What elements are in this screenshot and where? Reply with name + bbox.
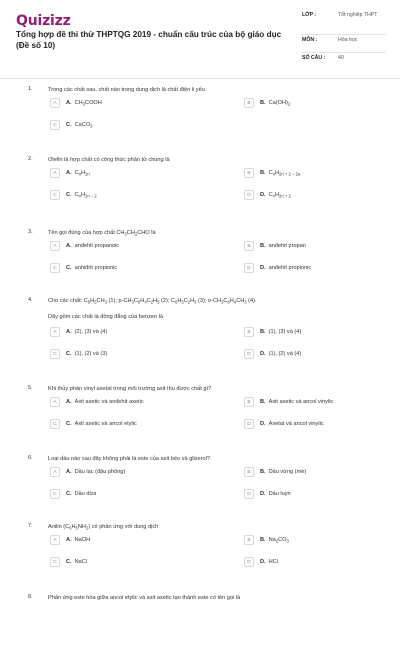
- option-label: B.: [260, 243, 266, 249]
- question-item: [28, 594, 400, 664]
- option-text: Dầu dừa: [74, 491, 97, 497]
- answer-option-a[interactable]: [50, 167, 90, 179]
- meta-row-class: [302, 12, 386, 35]
- option-text: NaCl: [74, 559, 88, 565]
- answer-option-d[interactable]: [244, 348, 301, 360]
- question-number: 1.: [28, 86, 33, 92]
- answer-option-a[interactable]: [50, 326, 107, 338]
- option-letter-box: D: [244, 419, 254, 429]
- option-label: C.: [66, 491, 72, 497]
- answer-option-a[interactable]: [50, 97, 102, 109]
- option-letter-box: A: [50, 397, 60, 407]
- meta-label: SỐ CÂU :: [302, 55, 326, 61]
- worksheet-meta: [302, 12, 386, 69]
- answer-option-a[interactable]: [50, 534, 90, 546]
- option-label: B.: [260, 399, 266, 405]
- meta-value: 40: [338, 55, 344, 61]
- answer-option-c[interactable]: [50, 488, 96, 500]
- option-label: A.: [66, 170, 72, 176]
- answer-option-d[interactable]: [244, 262, 311, 274]
- option-text: (1), (2) và (3): [74, 351, 108, 357]
- option-text: $C_nH_{2n}$: [74, 169, 90, 177]
- option-text: $C_nH_{2n + 2 - 2a}$: [268, 169, 301, 177]
- question-text: Trong các chất sau, chất nào trong dung dịch là chất điện li yếu: [48, 87, 205, 93]
- question-number: 5.: [28, 385, 33, 391]
- option-letter-box: B: [244, 168, 254, 178]
- question-item: [28, 455, 400, 525]
- worksheet-title: Tổng hợp đề thi thử THPTQG 2019 - chuẩn cấu trúc của bộ giáo dục (Đề số 10): [16, 30, 282, 50]
- meta-label: MÔN :: [302, 37, 318, 43]
- option-letter-box: C: [50, 557, 60, 567]
- meta-row-subject: [302, 35, 386, 53]
- option-text: anđehit propan: [268, 243, 306, 249]
- question-item: [28, 229, 400, 299]
- question-number: 7.: [28, 523, 33, 529]
- option-label: C.: [66, 559, 72, 565]
- option-label: C.: [66, 421, 72, 427]
- question-text: Phản ứng este hóa giữa ancol etylic và axit axetic tạo thành este có tên gọi là: [48, 595, 241, 601]
- option-letter-box: A: [50, 467, 60, 477]
- answer-option-c[interactable]: [50, 262, 117, 274]
- option-text: anđehit propionic: [268, 265, 312, 271]
- option-letter-box: A: [50, 241, 60, 251]
- question-number: 2.: [28, 156, 33, 162]
- answer-option-b[interactable]: [244, 396, 333, 408]
- option-letter-box: D: [244, 263, 254, 273]
- option-letter-box: B: [244, 327, 254, 337]
- option-letter-box: C: [50, 263, 60, 273]
- question-number: 3.: [28, 229, 33, 235]
- option-label: D.: [260, 265, 266, 271]
- option-text: $CH_3COOH$: [74, 99, 102, 107]
- answer-option-d[interactable]: [244, 488, 291, 500]
- option-text: Dầu lạc (đậu phộng): [74, 469, 126, 475]
- option-label: D.: [260, 351, 266, 357]
- answer-option-c[interactable]: [50, 556, 87, 568]
- option-text: Axetat và ancol vinylic: [268, 421, 324, 427]
- option-text: (1), (3) và (4): [268, 329, 302, 335]
- option-letter-box: D: [244, 557, 254, 567]
- option-text: $Ca(OH)_2$: [268, 99, 291, 107]
- option-letter-box: D: [244, 190, 254, 200]
- option-text: (1), (2) và (4): [268, 351, 302, 357]
- answer-option-b[interactable]: [244, 97, 290, 109]
- option-label: C.: [66, 351, 72, 357]
- option-letter-box: C: [50, 419, 60, 429]
- option-letter-box: A: [50, 168, 60, 178]
- option-label: B.: [260, 329, 266, 335]
- option-label: B.: [260, 100, 266, 106]
- question-item: [28, 523, 400, 593]
- option-letter-box: B: [244, 397, 254, 407]
- option-text: Axit axetic và anđehit axetic: [74, 399, 144, 405]
- option-letter-box: C: [50, 190, 60, 200]
- option-label: D.: [260, 491, 266, 497]
- option-label: C.: [66, 265, 72, 271]
- option-label: A.: [66, 329, 72, 335]
- option-letter-box: B: [244, 98, 254, 108]
- question-text: Anilin $(C_6H_5NH_2)$ có phản ứng với dung dịch: [48, 524, 159, 531]
- option-letter-box: D: [244, 489, 254, 499]
- option-label: D.: [260, 421, 266, 427]
- option-text: Dầu luyn: [268, 491, 291, 497]
- option-label: D.: [260, 192, 266, 198]
- question-text: Tên gọi đúng của hợp chất $CH_3CH_2CHO$ là: [48, 230, 156, 237]
- question-text: Cho các chất: $C_6H_5CH_3$ (1); $p-CH_3C_6H_4C_2H_5$ (2); $C_6H_5C_2H_3$ (3); $o-CH_3C_6H_4CH_3$ (4).: [48, 298, 257, 305]
- question-number: 4.: [28, 297, 33, 303]
- meta-label: LỚP :: [302, 12, 317, 18]
- answer-option-a[interactable]: [50, 466, 125, 478]
- option-label: B.: [260, 170, 266, 176]
- option-label: B.: [260, 469, 266, 475]
- option-text: CaCO$_3$: [74, 121, 93, 129]
- answer-option-a[interactable]: [50, 240, 119, 252]
- question-text: Khi thủy phân vinyl axetat trong môi trường axit thu được chất gì?: [48, 386, 212, 392]
- option-text: NaOH: [74, 537, 91, 543]
- option-text: Axit axetic và ancol etylic: [74, 421, 137, 427]
- option-label: B.: [260, 537, 266, 543]
- question-item: [28, 86, 400, 156]
- option-text: HCl: [268, 559, 278, 565]
- question-text: Loại dầu nào sau đây không phải là este của axit béo và glixerol?: [48, 456, 211, 462]
- option-letter-box: A: [50, 327, 60, 337]
- quizizz-logo: Quizizz: [16, 13, 71, 29]
- option-text: $C_nH_{2n + 2}$: [268, 191, 291, 199]
- option-letter-box: C: [50, 489, 60, 499]
- question-number: 8.: [28, 594, 33, 600]
- option-letter-box: B: [244, 241, 254, 251]
- answer-option-b[interactable]: [244, 466, 306, 478]
- option-label: A.: [66, 243, 72, 249]
- answer-option-c[interactable]: [50, 119, 92, 131]
- question-item: [28, 156, 400, 226]
- option-label: C.: [66, 122, 72, 128]
- answer-option-d[interactable]: [244, 189, 291, 201]
- option-text: $C_nH_{2n - 2}$: [74, 191, 97, 199]
- answer-option-c[interactable]: [50, 418, 137, 430]
- option-text: $Na_2CO_3$: [268, 536, 289, 544]
- option-label: C.: [66, 192, 72, 198]
- answer-option-b[interactable]: [244, 240, 306, 252]
- option-text: (2), (3) và (4): [74, 329, 108, 335]
- option-letter-box: B: [244, 535, 254, 545]
- answer-option-d[interactable]: [244, 418, 324, 430]
- answer-option-c[interactable]: [50, 348, 107, 360]
- option-letter-box: A: [50, 535, 60, 545]
- option-letter-box: A: [50, 98, 60, 108]
- option-text: Axit axetic và ancol vinylic: [268, 399, 334, 405]
- meta-row-count: [302, 53, 386, 69]
- question-number: 6.: [28, 455, 33, 461]
- option-letter-box: C: [50, 349, 60, 359]
- option-text: anđehit propanoic: [74, 243, 120, 249]
- answer-option-d[interactable]: [244, 556, 278, 568]
- option-label: A.: [66, 399, 72, 405]
- question-item: [28, 385, 400, 455]
- option-letter-box: B: [244, 467, 254, 477]
- option-label: A.: [66, 469, 72, 475]
- question-text: Olefin là hợp chất có công thức phân tử chung là: [48, 157, 170, 163]
- option-label: D.: [260, 559, 266, 565]
- answer-option-b[interactable]: [244, 167, 300, 179]
- option-text: anhiđrit propionic: [74, 265, 118, 271]
- option-label: A.: [66, 537, 72, 543]
- meta-value: Tốt nghiệp THPT: [338, 12, 378, 18]
- meta-value: Hóa học: [338, 37, 358, 43]
- question-item: [28, 297, 400, 367]
- question-subtext: Dãy gồm các chất là đồng đẳng của benzen là: [48, 314, 164, 320]
- option-letter-box: C: [50, 120, 60, 130]
- option-letter-box: D: [244, 349, 254, 359]
- answer-option-c[interactable]: [50, 189, 97, 201]
- worksheet-header: [0, 0, 400, 79]
- option-label: A.: [66, 100, 72, 106]
- answer-option-a[interactable]: [50, 396, 144, 408]
- answer-option-b[interactable]: [244, 326, 301, 338]
- option-text: Dầu vừng (mè): [268, 469, 307, 475]
- answer-option-b[interactable]: [244, 534, 289, 546]
